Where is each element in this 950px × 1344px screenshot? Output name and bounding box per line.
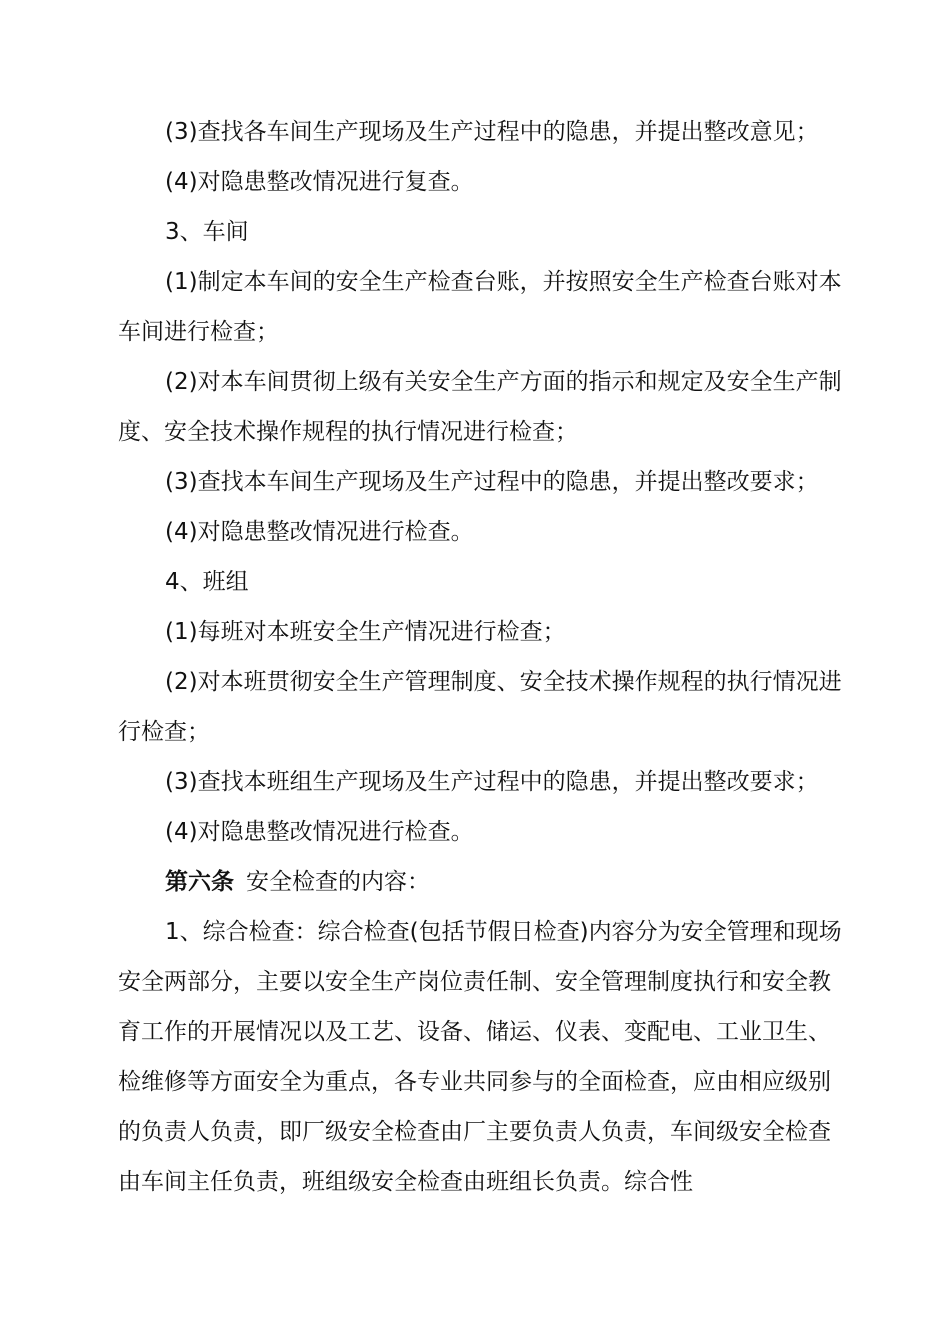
paragraph-team-4: (4)对隐患整改情况进行检查。 — [165, 819, 474, 845]
paragraph-item-3: (3)查找各车间生产现场及生产过程中的隐患，并提出整改意见； — [165, 119, 819, 145]
final-paragraph: 1、综合检查：综合检查(包括节假日检查)内容分为安全管理和现场安全两部分，主要以安全生产岗位责任制、安全管理制度执行和安全教育工作的开展情况以及工艺、设备、储运、仪表、变配电、工业卫生、检维修等方面安全为重点，各专业共同参与的全面检查，应由相应级别的负责人负责，即厂级安全检查由厂主要负责人负责，车间级安全检查由车间主任负责，班组级安全检查由班组长负责。综合性 — [118, 919, 842, 1195]
article-title: 安全检查的内容： — [246, 869, 430, 895]
paragraph-team-3: (3)查找本班组生产现场及生产过程中的隐患，并提出整改要求； — [165, 769, 819, 795]
paragraph-workshop-3: (3)查找本车间生产现场及生产过程中的隐患，并提出整改要求； — [165, 469, 819, 495]
paragraph-workshop-2: (2)对本车间贯彻上级有关安全生产方面的指示和规定及安全生产制度、安全技术操作规程的执行情况进行检查； — [118, 369, 842, 445]
document-body — [118, 107, 848, 1207]
article-heading — [118, 857, 848, 907]
paragraph-team-1: (1)每班对本班安全生产情况进行检查； — [165, 619, 566, 645]
paragraph-workshop-1: (1)制定本车间的安全生产检查台账，并按照安全生产检查台账对本车间进行检查； — [118, 269, 842, 345]
article-label: 第六条 — [165, 869, 234, 895]
paragraph-item-4: (4)对隐患整改情况进行复查。 — [165, 169, 474, 195]
paragraph-workshop-4: (4)对隐患整改情况进行检查。 — [165, 519, 474, 545]
section-heading-workshop: 3、车间 — [165, 219, 249, 245]
paragraph-team-2: (2)对本班贯彻安全生产管理制度、安全技术操作规程的执行情况进行检查； — [118, 669, 842, 745]
section-heading-team: 4、班组 — [165, 569, 249, 595]
